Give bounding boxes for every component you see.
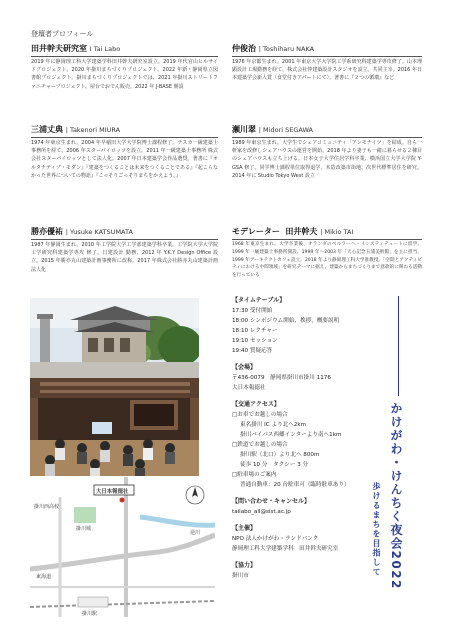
moderator-name-en: | Mikio TAI	[320, 228, 354, 236]
speaker-name: 田井幹夫研究室	[31, 44, 87, 53]
speaker-bio-miura: 1974 年東京生まれ。2004 年早稲田大学大学院博士課程修了。ナスカ一級建築士事務所を経て、2006 年スターパイロッツを設立。2011 年一級建築士事務所 株式会社スターパイロッツとして法人化。2007 年日本建築学会作品選奨。著書に『オルタナティブ・モダン』『建築をつくることは未来をつくることである』『起こらなかった世界についての物語』『こっそりごっそりまちをかえよう。』	[31, 140, 218, 179]
map-venue-label: 大日本報徳社	[96, 489, 129, 495]
speaker-name-segawa	[232, 124, 313, 135]
host-row: NPO 法人かけがわ・ランドバンク	[232, 536, 319, 542]
access-row: □鉄道でお越しの場合	[232, 442, 288, 448]
contact-email[interactable]: tailabo_all@sist.ac.jp	[232, 509, 291, 515]
host-row: 静岡理工科大学建築学科 田井幹夫研究室	[232, 546, 339, 552]
access-row: 徒歩 10 分 タクシー 3 分	[240, 462, 309, 468]
timetable-row: 19:40 質疑応答	[232, 348, 273, 354]
timetable-row: 18:10 レクチャー	[232, 328, 278, 334]
moderator-bio: 1968 年東京生まれ。大学卒業後、オランダのベルラーヘ・インスティテュートに留学。1999 年一級建築士事務所開設。1999 年〜2003 年「天心記念五浦美術館」を主に担当。1999 年アーキテクトカフェ設立。2018 年より静岡理工科大学准教授。「空間とアクティビティにおける中間領域」を研究テーマに据え、建築からまちづくりまで意欲的に関わる活動を行っている	[232, 242, 422, 279]
access-row: 掛川駅（北口）より北へ 800m	[240, 452, 320, 458]
timetable-row: 17:30 受付開始	[232, 308, 273, 314]
map-label-tokaido: 東海道	[36, 574, 52, 580]
profile-header: 登壇者プロフィール	[31, 30, 94, 38]
access-row: □お車でお越しの場合	[232, 412, 288, 418]
speaker-name-tai	[31, 43, 120, 54]
speaker-name-en: | Yusuke KATSUMATA	[65, 228, 133, 236]
map-label-river: 逆川	[190, 530, 201, 536]
divider	[232, 56, 422, 57]
divider	[232, 239, 422, 240]
speaker-name-en: | Midori SEGAWA	[258, 126, 313, 134]
speaker-name: 勝亦優祐	[31, 227, 63, 236]
access-row: □駐車場のご案内	[232, 472, 277, 478]
venue-name: 大日本報徳社	[232, 385, 266, 391]
moderator-label: モデレーター	[232, 227, 280, 236]
access-map	[30, 477, 215, 617]
timetable-row: 18:00 シンポジウム開始，挨拶，概要説明	[232, 318, 340, 324]
support-head: 【協力】	[232, 562, 257, 569]
map-label-castle: 掛川城	[76, 526, 92, 532]
title-rule	[398, 296, 399, 396]
access-row: 東名掛川 IC より北へ2km	[240, 422, 307, 428]
map-label-station: 掛川駅	[82, 611, 98, 617]
building-exterior-illustration	[30, 298, 199, 378]
moderator-name: 田井幹夫	[285, 227, 318, 236]
speaker-name-en: I Tai Labo	[89, 45, 121, 53]
speaker-name-en: | Takenori MIURA	[65, 126, 121, 134]
event-subtitle: 歩けるまちを目指して	[372, 482, 381, 577]
moderator-title	[232, 226, 353, 237]
access-row: 普通自動車：20 台駐車可（臨時駐車あり）	[240, 482, 350, 488]
speaker-name-katsumata	[31, 226, 133, 237]
access-row: 掛川バイパス西郷インターより南へ1km	[240, 432, 342, 438]
event-interior-photo	[30, 378, 199, 476]
speaker-name-miura	[31, 124, 120, 135]
support-row: 掛川市	[232, 573, 249, 579]
speaker-name: 三浦丈典	[31, 125, 63, 134]
building-exterior-photo	[30, 298, 199, 378]
speaker-bio-segawa: 1989 年東京生まれ。大学生でシェアコミュニティ「アンモナイツ」を結成。自ら一軒家を改修しシェアハウスの運営を開始。2018 年より妻子も一緒に暮らせる２棟目のシェアハウスも立ち上げる。日本女子大学住居学科卒業、横浜国立大学大学院 Y-GSA 修了。同学博士課程単位取得退学。木造改築市街地、次世代標準居住を研究。2014 年に Studio Tokyo West 設立	[232, 140, 422, 179]
speaker-bio-tai: 2019 年に静岡理工科大学建築学科田井幹夫研究室設立。2019 年代官山ヒルサイドプロジェクト。2020 年掛川まちづくりプロジェクト。2022 年新・静岡県立図書館プロジェクト。掛川まちづくりプロジェクトでは、2021 年掛川ストリートファニチャープロジェクト、屋台でおでん販売。2022 年 J-BASE 開設	[31, 59, 218, 90]
contact-head: 【問い合わせ・キャンセル】	[232, 498, 311, 505]
timetable-row: 19:10 セッション	[232, 338, 278, 344]
speaker-name: 仲俊治	[232, 44, 256, 53]
venue-address: 〒436-0079 静岡県掛川市掛川 1176	[232, 375, 331, 381]
access-head: 【交通アクセス】	[232, 401, 280, 408]
speaker-name: 瀬川翠	[232, 125, 256, 134]
event-title: かけがわ・けんちく夜会2022	[389, 402, 403, 590]
divider	[31, 137, 218, 138]
divider	[31, 56, 218, 57]
divider	[31, 239, 218, 240]
event-interior-illustration	[30, 378, 199, 476]
speaker-bio-katsumata: 1987 年静岡生まれ。2010 年工学院大学工学部建築学科卒業。工学院大学大学院工学研究科建築学専攻 修了。日建設計 勤務、2012 年 Y.K.Y Design Office 設立。2015 年勝亦丸山建築計画事務所に改称。2017 年株式会社勝亦丸山建築計画法人化	[31, 242, 218, 273]
host-head: 【主催】	[232, 525, 257, 532]
speaker-name-en: | Toshiharu NAKA	[258, 45, 315, 53]
divider	[232, 137, 422, 138]
map-illustration	[30, 477, 215, 617]
map-label-school: 掛川西高校	[34, 504, 60, 510]
venue-head: 【会場】	[232, 364, 257, 371]
speaker-bio-naka: 1976 年京都生まれ。2001 年東京大学大学院工学系研究科建築学専攻修了。山本理顕設計工場勤務を経て、株式会社仲建築設計スタジオを設立。共同主宰。2016 年日本建築学会新人賞（食堂付きアパートにて）。著書に『２つの循環』など	[232, 59, 422, 82]
speaker-name-naka	[232, 43, 314, 54]
timetable-head: 【タイムテーブル】	[232, 297, 286, 304]
info-column	[232, 296, 382, 581]
